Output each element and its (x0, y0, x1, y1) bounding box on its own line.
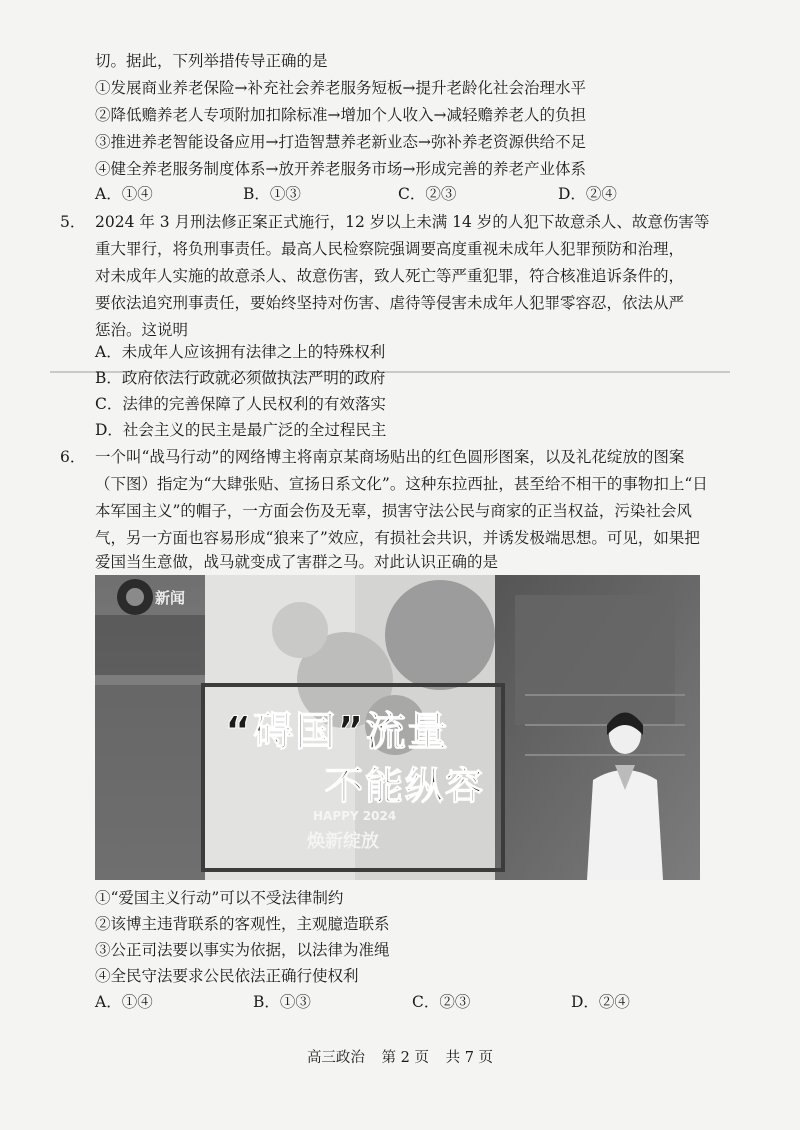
q6-stem-line: （下图）指定为“大肆张贴、宣扬日系文化”。这种东拉西扯，甚至给不相干的事物扣上“日 (95, 475, 708, 493)
news-screenshot-photo (95, 575, 700, 880)
banner-headline-line2: 不能纵容 (325, 764, 486, 808)
page-footer (0, 1046, 800, 1067)
q4-statement-3: ③推进养老智能设备应用→打造智慧养老新业态→弥补养老资源供给不足 (95, 133, 586, 151)
q6-stem-line: 爱国当生意做，战马就变成了害群之马。对此认识正确的是 (95, 553, 499, 571)
banner-headline-line1: “碍国”流量 (225, 709, 450, 755)
footer-total-pages: 共 7 页 (445, 1050, 494, 1066)
q6-option-c: C．②③ (412, 993, 471, 1011)
q6-option-b: B．①③ (253, 993, 311, 1011)
q4-option-b: B．①③ (243, 185, 301, 203)
q5-option-a: A．未成年人应该拥有法律之上的特殊权利 (95, 343, 386, 361)
q4-option-d: D．②④ (558, 185, 617, 203)
q5-option-c: C．法律的完善保障了人民权利的有效落实 (95, 395, 386, 413)
q5-option-d: D．社会主义的民主是最广泛的全过程民主 (95, 421, 387, 439)
q5-number: 5． (60, 213, 86, 231)
q5-stem-line: 惩治。这说明 (95, 321, 189, 339)
q6-options (0, 991, 800, 1013)
q4-statement-4: ④健全养老服务制度体系→放开养老服务市场→形成完善的养老产业体系 (95, 160, 586, 178)
q6-number: 6． (60, 448, 86, 466)
q6-stem-line: 气，另一方面也容易形成“狼来了”效应，有损社会共识，并诱发极端思想。可见，如果把 (95, 529, 700, 547)
q6-option-a: A．①④ (95, 993, 153, 1011)
footer-subject: 高三政治 (306, 1050, 365, 1066)
q4-option-c: C．②③ (398, 185, 457, 203)
q4-option-a: A．①④ (95, 185, 153, 203)
shop-sign-line2: 焕新绽放 (307, 831, 379, 852)
q4-statement-2: ②降低赡养老人专项附加扣除标准→增加个人收入→减轻赡养老人的负担 (95, 106, 586, 124)
q6-option-d: D．②④ (571, 993, 630, 1011)
q4-statement-1: ①发展商业养老保险→补充社会养老服务短板→提升老龄化社会治理水平 (95, 79, 586, 97)
q4-stem-line: 切。据此，下列举措传导正确的是 (95, 52, 328, 70)
q5-stem-line: 2024 年 3 月刑法修正案正式施行，12 岁以上未满 14 岁的人犯下故意杀人、故意伤害等 (95, 213, 710, 231)
q6-statement-2: ②该博主违背联系的客观性，主观臆造联系 (95, 915, 390, 933)
shop-sign-line1: HAPPY 2024 (313, 809, 397, 823)
q6-statement-3: ③公正司法要以事实为依据，以法律为准绳 (95, 941, 390, 959)
q6-statement-1: ①“爱国主义行动”可以不受法律制约 (95, 889, 344, 907)
q5-stem-line: 对未成年人实施的故意杀人、故意伤害，致人死亡等严重犯罪，符合核准追诉条件的， (95, 267, 685, 285)
q5-option-b: B．政府依法行政就必须做执法严明的政府 (95, 369, 386, 387)
q6-statement-4: ④全民守法要求公民依法正确行使权利 (95, 967, 359, 985)
q6-stem-line: 本军国主义”的帽子，一方面会伤及无辜，损害守法公民与商家的正当权益，污染社会风 (95, 502, 692, 520)
q4-options (0, 183, 800, 205)
q5-stem-line: 重大罪行，将负刑事责任。最高人民检察院强调要高度重视未成年人犯罪预防和治理， (95, 240, 685, 258)
q5-stem-line: 要依法追究刑事责任，要始终坚持对伤害、虐待等侵害未成年人犯罪零容忍，依法从严 (95, 294, 685, 312)
footer-page-number: 第 2 页 (381, 1050, 429, 1066)
q6-stem-line: 一个叫“战马行动”的网络博主将南京某商场贴出的红色圆形图案，以及礼花绽放的图案 (95, 448, 685, 466)
news-logo-text: 新闻 (155, 589, 186, 607)
